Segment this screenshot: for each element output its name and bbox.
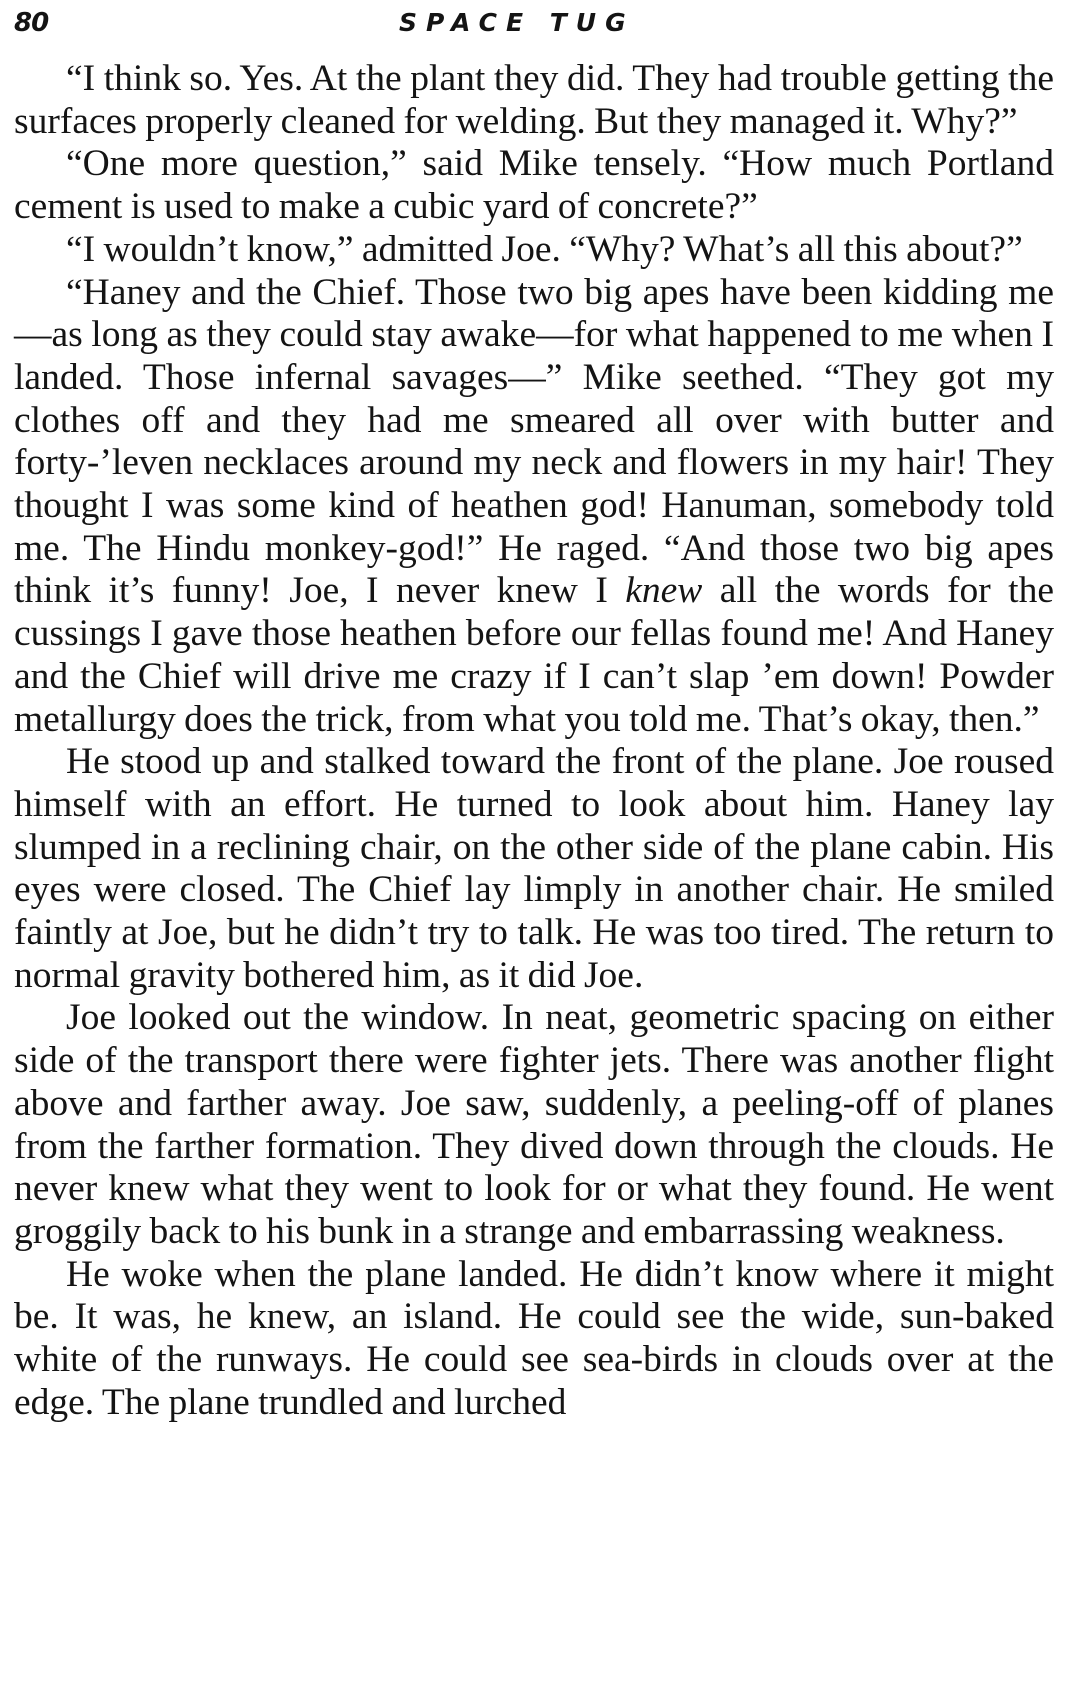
paragraph-4 [14,272,1054,742]
body-text [14,58,1054,1425]
paragraph-4-emphasis: knew [625,570,703,612]
page-number: 80 [14,8,49,38]
paragraph-4-text-before: “Haney and the Chief. Those two big apes have been kidding me—as long as they could stay awake—for what happened to me when I landed. Those infernal savages—” Mike seethed. “They got my clothes off and they had me smeared all over with butter and forty-’leven necklaces around my neck and flowers in my hair! They thought I was some kind of heathen god! Hanuman, somebody told me. The Hindu monkey-god!” He raged. “And those two big apes think it’s funny! Joe, I never knew I [14,271,1054,612]
running-head [14,4,1054,44]
paragraph-3: “I wouldn’t know,” admitted Joe. “Why? What’s all this about?” [66,228,1023,270]
paragraph-1: “I think so. Yes. At the plant they did. They had trouble getting the surfaces properly cleaned for welding. But they managed it. Why?” [14,58,1054,142]
paragraph-5: He stood up and stalked toward the front of the plane. Joe roused himself with an effort. He turned to look about him. Haney lay slumped in a reclining chair, on the other side of the plane cabin. His eyes were closed. The Chief lay limply in another chair. He smiled faintly at Joe, but he didn’t try to talk. He was too tired. The return to normal gravity bothered him, as it did Joe. [14,741,1054,996]
book-title: SPACE TUG [399,8,635,37]
paragraph-6: Joe looked out the window. In neat, geometric spacing on either side of the transport there were fighter jets. There was another flight above and farther away. Joe saw, suddenly, a peeling-off of planes from the farther formation. They dived down through the clouds. He never knew what they went to look for or what they found. He went groggily back to his bunk in a strange and embarrassing weakness. [14,997,1054,1252]
paragraph-2: “One more question,” said Mike tensely. “How much Portland cement is used to make a cubic yard of concrete?” [14,143,1054,228]
paragraph-4-text-after: all the words for the cussings I gave those heathen before our fellas found me! And Haney and the Chief will drive me crazy if I can’t slap ’em down! Powder metallurgy does the trick, from what you told me. That’s okay, then.” [14,570,1054,740]
paragraph-7: He woke when the plane landed. He didn’t know where it might be. It was, he knew, an island. He could see the wide, sun-baked white of the runways. He could see sea-birds in clouds over at the edge. The plane trundled and lurched [14,1253,1054,1423]
